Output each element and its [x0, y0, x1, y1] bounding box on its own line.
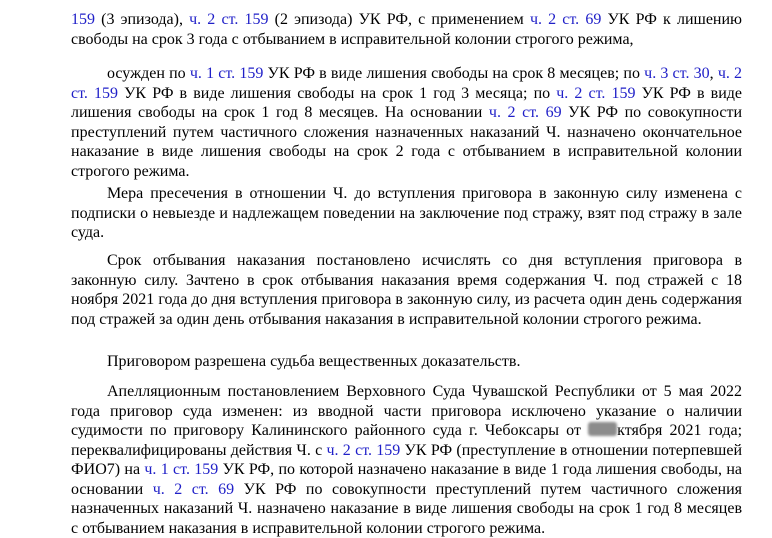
paragraph-1 — [71, 10, 742, 49]
law-article-link[interactable]: ч. 2 ст. 159 — [189, 11, 269, 28]
redacted-text-blur — [588, 422, 617, 436]
text-run: (3 эпизода), — [95, 11, 190, 28]
law-article-link[interactable]: ч. 2 ст. 159 — [326, 441, 401, 459]
law-article-link[interactable]: ч. 2 ст. 69 — [529, 11, 602, 28]
document-page — [71, 0, 743, 537]
text-run: Срок отбывания наказания постановлено исчислять со дня вступления приговора в законную силу. Зачтено в срок отбывания наказания время содержания Ч. под стражей с 18 ноября 2021 года до дня вступления приговора в законную силу, из расчета один день содержания под стражей за один день отбывания наказания в исправительной колонии строгого режима. — [71, 252, 742, 328]
law-article-link[interactable]: ч. 2 ст. 159 — [71, 65, 743, 102]
text-run: УК РФ в виде лишения свободы на срок 1 год 3 месяца; по — [118, 84, 557, 102]
law-article-link[interactable]: ч. 2 ст. 69 — [488, 104, 562, 121]
law-article-link[interactable]: ч. 1 ст. 159 — [189, 65, 264, 82]
text-run: УК РФ (преступление в отношении потерпевшей ФИО7) на — [71, 441, 743, 478]
text-run: Приговором разрешена судьба вещественных доказательств. — [107, 353, 521, 370]
law-article-link[interactable]: ч. 2 ст. 159 — [556, 84, 636, 102]
text-run: Апелляционным постановлением Верховного Суда Чувашской Республики от 5 мая 2022 года приговор суда изменен: из вводной части приговора исключено указание о наличии судимости по приговору Калининского районного суда г. Чебоксары от — [71, 383, 742, 439]
text-run: осужден по — [107, 65, 190, 82]
paragraph-2 — [71, 64, 742, 181]
text-run: УК РФ по совокупности преступлений путем частичного сложения назначенных наказаний Ч. назначено окончательное наказание в виде лишения свободы на срок 2 года с отбыванием в исправительной колонии строгого режима. — [71, 104, 743, 180]
text-run: ктября 2021 года; переквалифицированы действия Ч. с — [71, 422, 743, 459]
text-run: УК РФ в виде лишения свободы на срок 1 год 8 месяцев. На основании — [71, 84, 743, 121]
paragraph-4 — [71, 251, 742, 329]
text-run: УК РФ, по которой назначено наказание в виде 1 года лишения свободы, на основании — [71, 461, 742, 498]
text-run: УК РФ к лишению свободы на срок 3 года с отбыванием в исправительной колонии строгого режима, — [71, 11, 743, 48]
paragraph-6 — [71, 382, 742, 538]
paragraph-3 — [71, 184, 742, 243]
text-run: (2 эпизода) УК РФ, с применением — [268, 11, 530, 28]
law-article-link[interactable]: 159 — [71, 11, 95, 28]
paragraph-5 — [71, 352, 742, 372]
text-run: УК РФ по совокупности преступлений путем частичного сложения назначенных наказаний Ч. назначено наказание в виде лишения свободы на срок 1 год 8 месяцев с отбыванием наказания в исправительной колонии строгого режима. — [71, 480, 742, 537]
law-article-link[interactable]: ч. 3 ст. 30 — [644, 65, 710, 82]
text-run: , — [709, 65, 718, 82]
text-run: УК РФ в виде лишения свободы на срок 8 месяцев; по — [263, 65, 645, 82]
law-article-link[interactable]: ч. 2 ст. 69 — [152, 480, 235, 498]
text-run: Мера пресечения в отношении Ч. до вступления приговора в законную силу изменена с подписки о невыезде и надлежащем поведении на заключение под стражу, взят под стражу в зале суда. — [71, 185, 742, 241]
law-article-link[interactable]: ч. 1 ст. 159 — [144, 461, 219, 478]
